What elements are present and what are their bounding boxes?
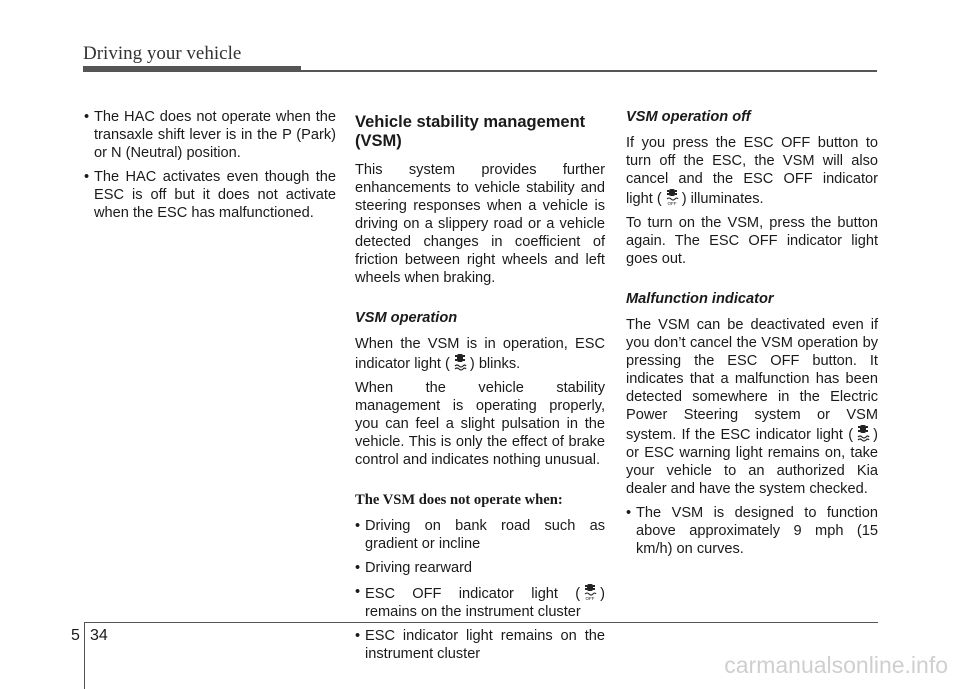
list-item: • Driving on bank road such as gradient or incline: [355, 517, 605, 553]
footer-divider-vertical: [84, 622, 85, 689]
section-title: Vehicle stability management (VSM): [355, 113, 586, 150]
vsm-not-operate-list: [355, 517, 605, 663]
page-number: 34: [90, 627, 108, 644]
column-2: [355, 108, 605, 669]
list-item: • The VSM is designed to function above approximately 9 mph (15 km/h) on curves.: [626, 504, 878, 558]
header-rule-thin: [301, 70, 877, 72]
column-3: [626, 108, 878, 564]
text-span: ) or ESC warning light remains on, take your vehicle to an authorized Kia dealer and have the system checked.: [626, 427, 878, 497]
vsm-operation-paragraph: [355, 335, 605, 373]
header-rule-thick: [83, 66, 301, 72]
vsm-operation-heading: VSM operation: [355, 310, 458, 326]
text-span: The VSM can be deactivated even if you don’t cancel the VSM operation by pressing the ESC OFF button. It indicates that a malfunction has been detected somewhere in the Electric Power Steering system or VSM system. If the ESC indicator light (: [626, 317, 878, 443]
vsm-off-paragraph: [626, 134, 878, 208]
svg-text:OFF: OFF: [667, 201, 677, 206]
list-item: • The HAC does not operate when the transaxle shift lever is in the P (Park) or N (Neutral) position.: [84, 108, 336, 162]
section-number: 5: [71, 627, 80, 644]
vsm-turn-on-paragraph: To turn on the VSM, press the button again. The ESC OFF indicator light goes out.: [626, 215, 878, 267]
vsm-operation-note: When the vehicle stability management is operating properly, you can feel a slight pulsation in the vehicle. This is only the effect of brake control and indicates nothing unusual.: [355, 380, 605, 468]
list-item: [355, 583, 605, 621]
esc-off-indicator-icon: [665, 188, 679, 206]
list-item: • Driving rearward: [355, 559, 605, 577]
esc-off-indicator-icon: [583, 583, 597, 601]
list-item: • ESC indicator light remains on the instrument cluster: [355, 627, 605, 663]
esc-indicator-icon: [856, 424, 870, 442]
text-span: ESC OFF indicator light (: [365, 586, 581, 602]
text-span: ) remains on the instrument cluster: [365, 586, 605, 620]
text-span: If you press the ESC OFF button to turn off the ESC, the VSM will also cancel and the ESC OFF indicator light (: [626, 135, 878, 207]
column-1: [84, 108, 336, 228]
malfunction-paragraph: [626, 316, 878, 498]
text-span: When the VSM is in operation, ESC indicator light (: [355, 336, 605, 372]
vsm-off-heading: VSM operation off: [626, 109, 751, 125]
text-span: ) blinks.: [469, 356, 521, 372]
malfunction-heading: Malfunction indicator: [626, 291, 774, 307]
svg-text:OFF: OFF: [585, 596, 595, 601]
vsm-intro: This system provides further enhancements to vehicle stability and steering responses when a vehicle is driving on a slippery road or a vehicle detected changes in coefficient of friction between right wheels and left wheels when braking.: [355, 162, 605, 286]
vsm-not-operate-heading: The VSM does not operate when:: [355, 492, 563, 508]
hac-notes-list: [84, 108, 336, 222]
esc-indicator-icon: [453, 353, 467, 371]
watermark: carmanualsonline.info: [724, 652, 948, 678]
vsm-speed-note-list: [626, 504, 878, 558]
list-item: • The HAC activates even though the ESC is off but it does not activate when the ESC has malfunctioned.: [84, 168, 336, 222]
text-span: ) illuminates.: [681, 191, 764, 207]
page-header-title: Driving your vehicle: [83, 43, 242, 64]
footer-divider-horizontal: [84, 622, 878, 623]
